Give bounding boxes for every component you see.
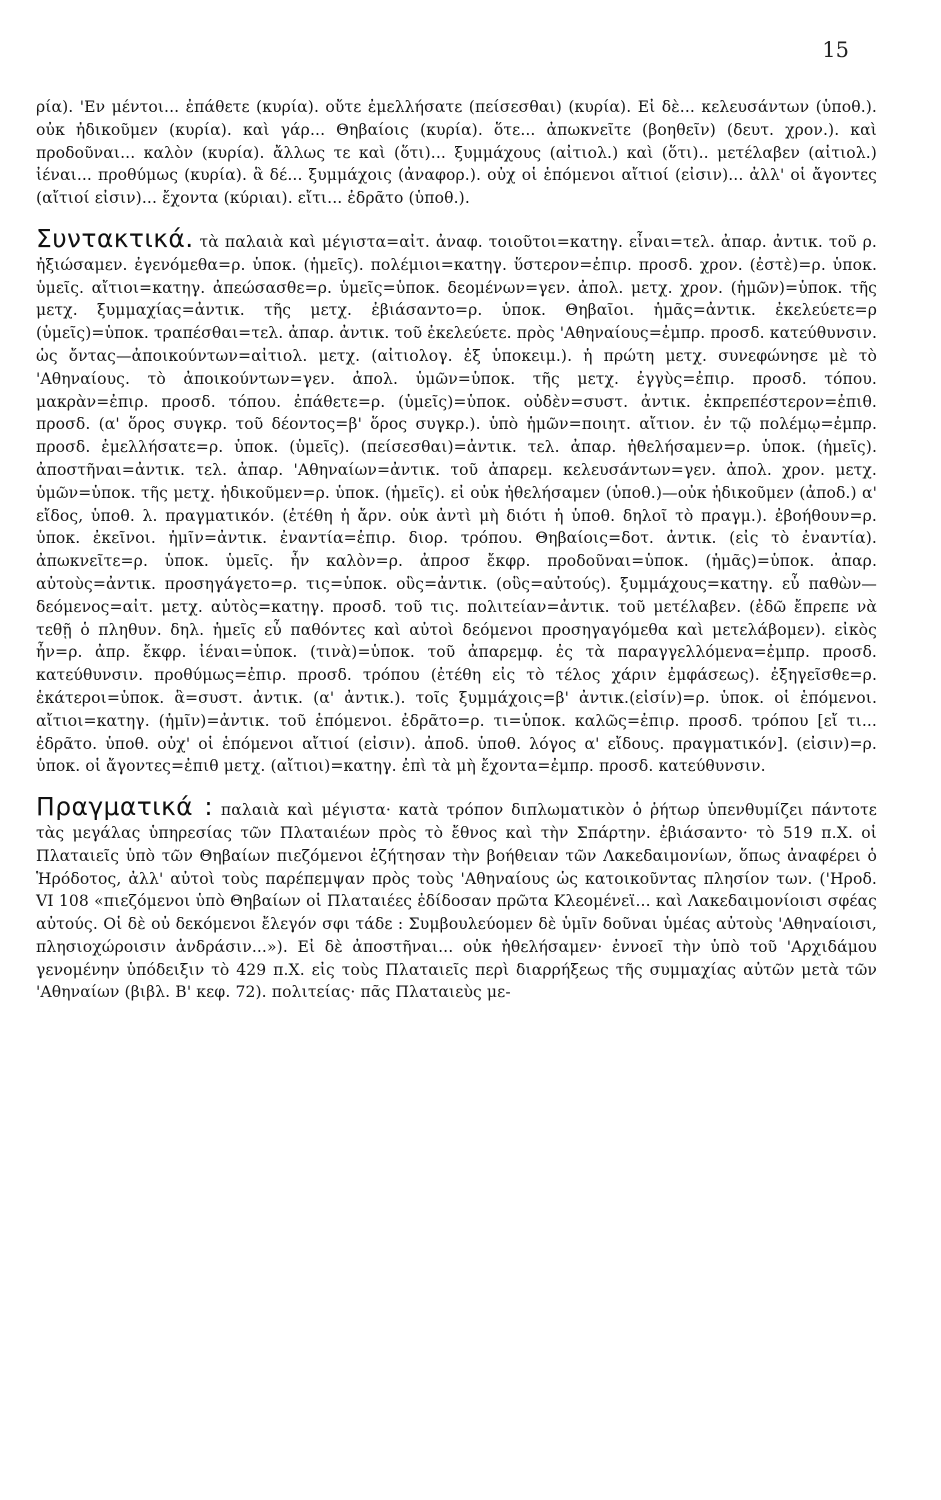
pragmatika-text: παλαιὰ καὶ μέγιστα· κατὰ τρόπον διπλωματικὸν ὁ ῥήτωρ ὑπενθυμίζει πάντοτε τὰς μεγάλας ὑπηρεσίας τῶν Πλαταιέων πρὸς τὸ ἔθνος καὶ τὴν Σπάρτην. ἐβιάσαντο· τὸ 519 π.Χ. οἱ Πλαταιεῖς ὑπὸ τῶν Θηβαίων πιεζόμενοι ἐζήτησαν τὴν βοήθειαν τῶν Λακεδαιμονίων, ὅπως ἀναφέρει ὁ Ἡρόδοτος, ἀλλ' αὐτοὶ τοὺς παρέπεμψαν πρὸς τοὺς 'Αθηναίους ὡς κατοικοῦντας πλησίον των. ('Ηροδ. VI 108 «πιεζόμενοι ὑπὸ Θηβαίων οἱ Πλαταιέες ἐδίδοσαν πρῶτα Κλεομένεϊ... καὶ Λακεδαιμονίοισι σφέας αὐτούς. Οἱ δὲ οὐ δεκόμενοι ἔλεγόν σφι τάδε : Συμβουλεύομεν δὲ ὑμῖν δοῦναι ὑμέας αὐτοὺς 'Αθηναίοισι, πλησιοχώροισιν ἀνδράσιν...»). Εἰ δὲ ἀποστῆναι... οὐκ ἠθελήσαμεν· ἐννοεῖ τὴν ὑπὸ τοῦ 'Αρχιδάμου γενομένην ὑπόδειξιν τὸ 429 π.Χ. εἰς τοὺς Πλαταιεῖς περὶ διαρρήξεως τῆς συμμαχίας αὐτῶν μετὰ τῶν 'Αθηναίων (βιβλ. Β' κεφ. 72). πολιτείας· πᾶς Πλαταιεὺς με-	[36, 801, 877, 1002]
syntaktika-text: τὰ παλαιὰ καὶ μέγιστα=αἰτ. ἀναφ. τοιοῦτοι=κατηγ. εἶναι=τελ. ἀπαρ. ἀντικ. τοῦ ρ. ἠξιώσαμεν. ἐγενόμεθα=ρ. ὑποκ. (ἡμεῖς). πολέμιοι=κατηγ. ὕστερον=ἐπιρ. προσδ. χρον. (ἐστὲ)=ρ. ὑποκ. ὑμεῖς. αἴτιοι=κατηγ. ἀπεώσασθε=ρ. ὑμεῖς=ὑποκ. δεομένων=γεν. ἀπολ. μετχ. χρον. (ἡμῶν)=ὑποκ. τῆς μετχ. ξυμμαχίας=ἀντικ. τῆς μετχ. ἐβιάσαντο=ρ. ὑποκ. Θηβαῖοι. ἡμᾶς=ἀντικ. ἐκελεύετε=ρ (ὑμεῖς)=ὑποκ. τραπέσθαι=τελ. ἀπαρ. ἀντικ. τοῦ ἐκελεύετε. πρὸς 'Αθηναίους=ἐμπρ. προσδ. κατεύθυνσιν. ὡς ὄντας—ἀποικούντων=αἰτιολ. μετχ. (αἰτιολογ. ἐξ ὑποκειμ.). ἡ πρώτη μετχ. συνεφώνησε μὲ τὸ 'Αθηναίους. τὸ ἀποικούντων=γεν. ἀπολ. ὑμῶν=ὑποκ. τῆς μετχ. ἐγγὺς=ἐπιρ. προσδ. τόπου. μακρὰν=ἐπιρ. προσδ. τόπου. ἐπάθετε=ρ. (ὑμεῖς)=ὑποκ. οὐδὲν=συστ. ἀντικ. ἐκπρεπέστερον=ἐπιθ. προσδ. (α' ὅρος συγκρ. τοῦ δέοντος=β' ὅρος συγκρ.). ὑπὸ ἡμῶν=ποιητ. αἴτιον. ἐν τῷ πολέμῳ=ἐμπρ. προσδ. ἐμελλήσατε=ρ. ὑποκ. (ὑμεῖς). (πείσεσθαι)=ἀντικ. τελ. ἀπαρ. ἠθελήσαμεν=ρ. ὑποκ. (ἡμεῖς). ἀποστῆναι=ἀντικ. τελ. ἀπαρ. 'Αθηναίων=ἀντικ. τοῦ ἀπαρεμ. κελευσάντων=γεν. ἀπολ. χρον. μετχ. ὑμῶν=ὑποκ. τῆς μετχ. ἠδικοῦμεν=ρ. ὑποκ. (ἡμεῖς). εἰ οὐκ ἠθελήσαμεν (ὑποθ.)—οὐκ ἠδικοῦμεν (ἀποδ.) α' εἴδος, ὑποθ. λ. πραγματικόν. (ἐτέθη ἡ ἄρν. οὐκ ἀντὶ μὴ διότι ἡ ὑποθ. δηλοῖ τὸ πραγμ.). ἐβοήθουν=ρ. ὑποκ. ἐκεῖνοι. ἡμῖν=ἀντικ. ἐναντία=ἐπιρ. διορ. τρόπου. Θηβαίοις=δοτ. ἀντικ. (εἰς τὸ ἐναντία). ἀπωκνεῖτε=ρ. ὑποκ. ὑμεῖς. ἦν καλὸν=ρ. ἀπροσ ἔκφρ. προδοῦναι=ὑποκ. (ἡμᾶς)=ὑποκ. ἀπαρ. αὐτοὺς=ἀντικ. προσηγάγετο=ρ. τις=ὑποκ. οὓς=ἀντικ. (οὓς=αὐτούς). ξυμμάχους=κατηγ. εὖ παθὼν—δεόμενος=αἰτ. μετχ. αὐτὸς=κατηγ. προσδ. τοῦ τις. πολιτείαν=ἀντικ. τοῦ μετέλαβεν. (ἐδῶ ἔπρεπε νὰ τεθῇ ὁ πληθυν. δηλ. ἡμεῖς εὖ παθόντες καὶ αὐτοὶ δεόμενοι προσηγαγόμεθα καὶ μετελάβομεν). εἰκὸς ἦν=ρ. ἀπρ. ἔκφρ. ἰέναι=ὑποκ. (τινὰ)=ὑποκ. τοῦ ἀπαρεμφ. ἐς τὰ παραγγελλόμενα=ἐμπρ. προσδ. κατεύθυνσιν. προθύμως=ἐπιρ. προσδ. τρόπου (ἐτέθη εἰς τὸ τέλος χάριν ἐμφάσεως). ἐξηγεῖσθε=ρ. ἑκάτεροι=ὑποκ. ἃ=συστ. ἀντικ. (α' ἀντικ.). τοῖς ξυμμάχοις=β' ἀντικ.(εἰσίν)=ρ. ὑποκ. οἱ ἑπόμενοι. αἴτιοι=κατηγ. (ἡμῖν)=ἀντικ. τοῦ ἑπόμενοι. ἐδρᾶτο=ρ. τι=ὑποκ. καλῶς=ἐπιρ. προσδ. τρόπου [εἴ τι... ἐδρᾶτο. ὑποθ. οὐχ' οἱ ἑπόμενοι αἴτιοί (εἰσιν). ἀποδ. ὑποθ. λόγος α' εἴδους. πραγματικόν]. (εἰσιν)=ρ. ὑποκ. οἱ ἄγοντες=ἐπιθ μετχ. (αἴτιοι)=κατηγ. ἐπὶ τὰ μὴ ἔχοντα=ἐμπρ. προσδ. κατεύθυνσιν.	[36, 232, 877, 776]
syntaktika-heading: Συντακτικά.	[36, 223, 194, 253]
pragmatika-paragraph	[36, 792, 877, 1004]
syntaktika-paragraph	[36, 223, 877, 778]
continuation-paragraph	[36, 96, 877, 210]
continuation-text: ρία). 'Εν μέντοι... ἐπάθετε (κυρία). οὔτε ἐμελλήσατε (πείσεσθαι) (κυρία). Εἰ δὲ... κελευσάντων (ὑποθ.). οὐκ ἠδικοῦμεν (κυρία). καὶ γάρ... Θηβαίοις (κυρία). ὅτε... ἀπωκνεῖτε (βοηθεῖν) (δευτ. χρον.). καὶ προδοῦναι... καλὸν (κυρία). ἄλλως τε καὶ (ὅτι)... ξυμμάχους (αἰτιολ.) καὶ (ὅτι).. μετέλαβεν (αἰτιολ.) ἰέναι... προθύμως (κυρία). ἃ δέ... ξυμμάχοις (ἀναφορ.). οὐχ οἱ ἑπόμενοι αἴτιοί (εἰσιν)... ἀλλ' οἱ ἄγοντες (αἴτιοί εἰσιν)... ἔχοντα (κύριαι). εἴτι... ἐδρᾶτο (ὑποθ.).	[36, 98, 877, 208]
page-number: 15	[822, 38, 849, 62]
pragmatika-heading: Πραγματικά :	[36, 792, 214, 822]
